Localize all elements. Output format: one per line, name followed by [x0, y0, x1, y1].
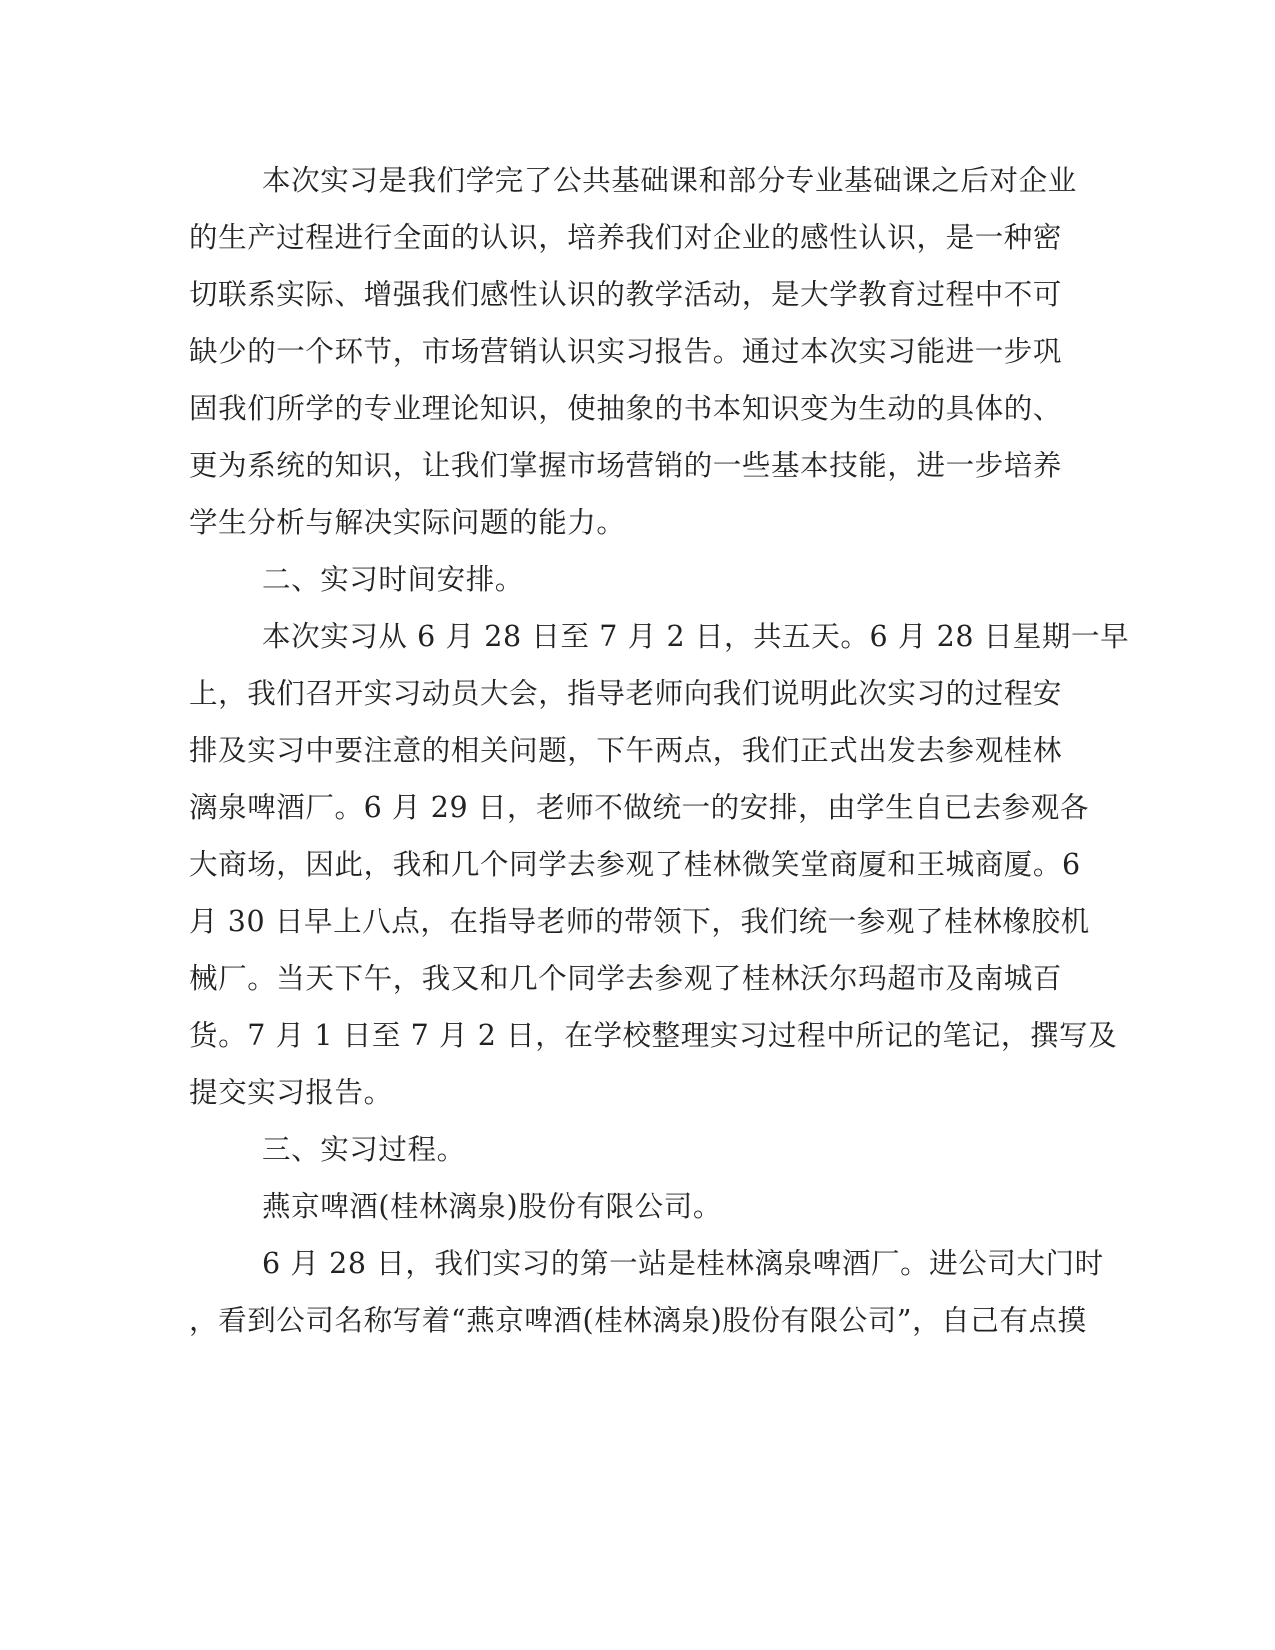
paragraph-line-21: ，看到公司名称写着“燕京啤酒(桂林漓泉)股份有限公司”，自己有点摸 [189, 1304, 1087, 1337]
paragraph-line-10: 上，我们召开实习动员大会，指导老师向我们说明此次实习的过程安 [189, 677, 1063, 710]
paragraph-line-13: 大商场，因此，我和几个同学去参观了桂林微笑堂商厦和王城商厦。6 [189, 848, 1081, 881]
paragraph-line-1: 本次实习是我们学完了公共基础课和部分专业基础课之后对企业 [262, 164, 1077, 197]
paragraph-line-15: 械厂。当天下午，我又和几个同学去参观了桂林沃尔玛超市及南城百 [189, 962, 1063, 995]
paragraph-line-17: 提交实习报告。 [189, 1076, 393, 1109]
paragraph-line-7: 学生分析与解决实际问题的能力。 [189, 506, 626, 539]
paragraph-line-11: 排及实习中要注意的相关问题，下午两点，我们正式出发去参观桂林 [189, 734, 1063, 767]
paragraph-line-14: 月 30 日早上八点，在指导老师的带领下，我们统一参观了桂林橡胶机 [189, 905, 1090, 938]
paragraph-line-12: 漓泉啤酒厂。6 月 29 日，老师不做统一的安排，由学生自已去参观各 [189, 791, 1089, 824]
section-heading-schedule: 二、实习时间安排。 [262, 563, 524, 596]
paragraph-line-5: 固我们所学的专业理论知识，使抽象的书本知识变为生动的具体的、 [189, 392, 1063, 425]
section-heading-process: 三、实习过程。 [262, 1133, 466, 1166]
paragraph-line-20: 6 月 28 日，我们实习的第一站是桂林漓泉啤酒厂。进公司大门时 [262, 1247, 1104, 1280]
paragraph-line-16: 货。7 月 1 日至 7 月 2 日，在学校整理实习过程中所记的笔记，撰写及 [189, 1019, 1118, 1052]
paragraph-line-3: 切联系实际、增强我们感性认识的教学活动，是大学教育过程中不可 [189, 278, 1063, 311]
paragraph-line-2: 的生产过程进行全面的认识，培养我们对企业的感性认识，是一种密 [189, 221, 1063, 254]
paragraph-line-6: 更为系统的知识，让我们掌握市场营销的一些基本技能，进一步培养 [189, 449, 1063, 482]
paragraph-line-4: 缺少的一个环节，市场营销认识实习报告。通过本次实习能进一步巩 [189, 335, 1063, 368]
subsection-heading-company: 燕京啤酒(桂林漓泉)股份有限公司。 [262, 1190, 722, 1223]
paragraph-line-9: 本次实习从 6 月 28 日至 7 月 2 日，共五天。6 月 28 日星期一早 [262, 620, 1130, 653]
